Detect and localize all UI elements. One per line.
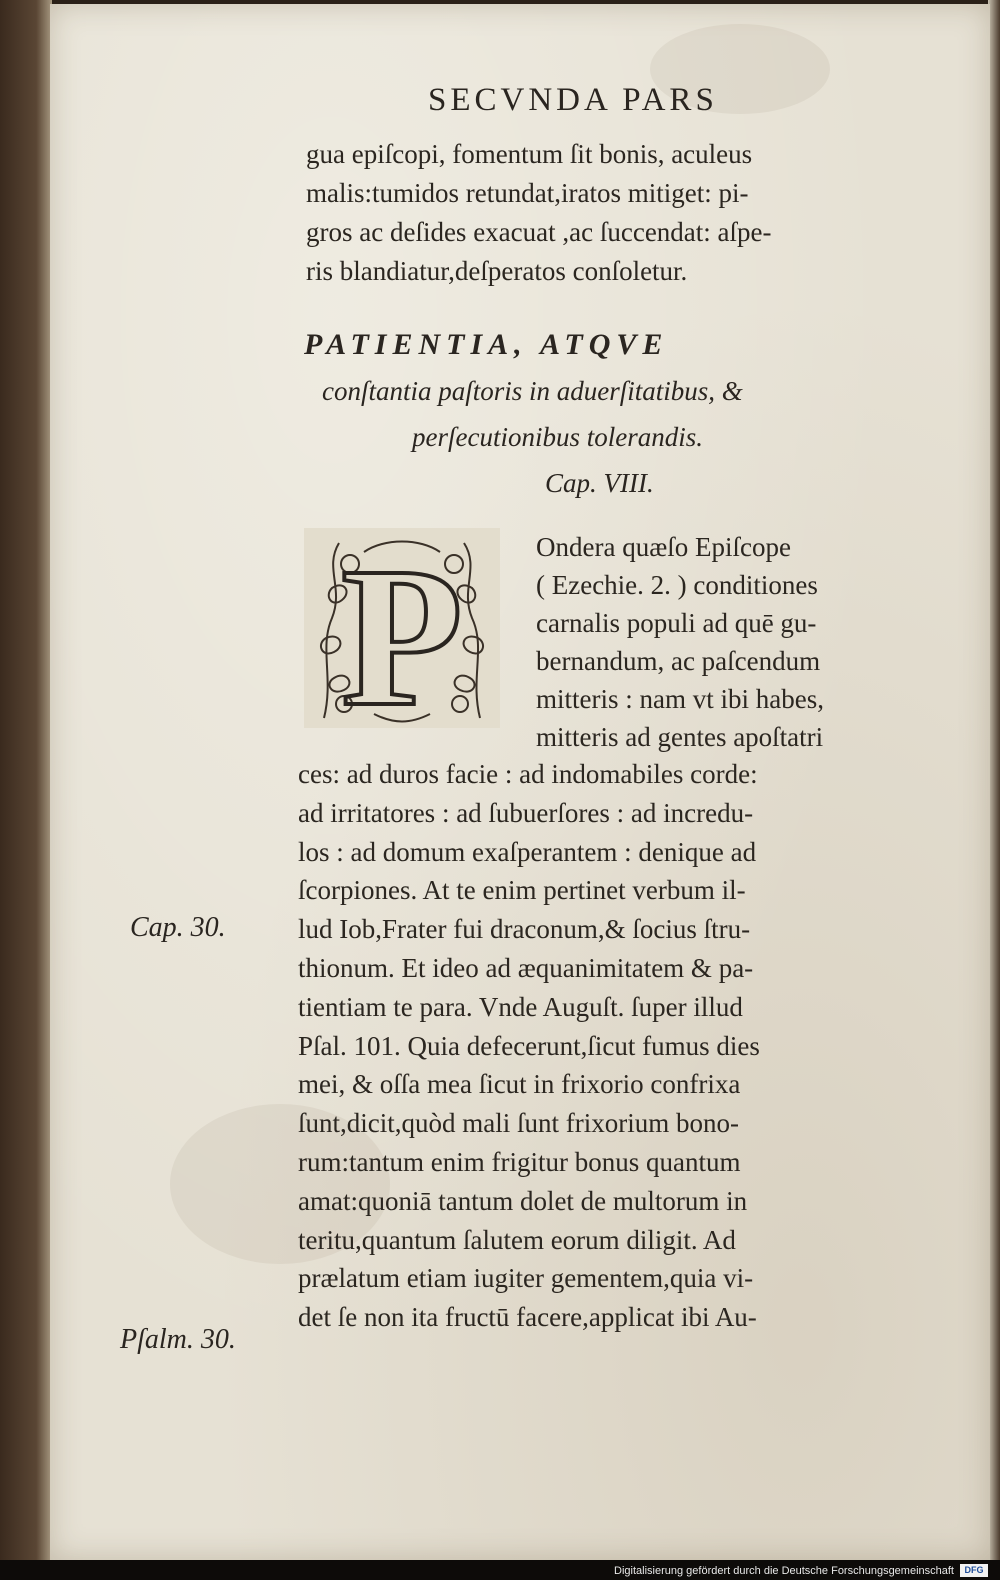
text-line: gua epiſcopi, fomentum ſit bonis, aculeus: [306, 139, 753, 169]
text-line: rum:tantum enim frigitur bonus quantum: [298, 1146, 741, 1177]
text-line: gros ac deſides exacuat ,ac ſuccendat: aſpe-: [306, 217, 772, 247]
text-line: mitteris ad gentes apoſtatri: [536, 722, 824, 752]
marginal-note: Pſalm. 30.: [120, 1324, 236, 1355]
text-line: mitteris : nam vt ibi habes,: [536, 684, 824, 714]
chapter-label: Cap. VIII.: [545, 468, 654, 498]
main-paragraph: [298, 755, 760, 1337]
text-line: ſunt,dicit,quòd mali ſunt frixorium bono-: [298, 1108, 739, 1139]
text-line: Pſal. 101. Quia defecerunt,ſicut fumus dies: [298, 1030, 760, 1061]
ornamental-initial: [304, 528, 500, 728]
text-line: teritu,quantum ſalutem eorum diligit. Ad: [298, 1224, 736, 1255]
chapter-heading-line1: PATIENTIA, ATQVE: [304, 328, 669, 361]
text-line: ad irritatores : ad ſubuerſores : ad incredu-: [298, 797, 754, 828]
narrow-paragraph: [536, 528, 824, 756]
initial-letter: P: [340, 528, 464, 728]
text-line: bernandum, ac paſcendum: [536, 646, 821, 676]
text-line: tientiam te para. Vnde Auguſt. ſuper illud: [298, 991, 743, 1022]
text-line: ſcorpiones. At te enim pertinet verbum il-: [298, 875, 746, 906]
text-line: Ondera quæſo Epiſcope: [536, 532, 791, 562]
funding-credit: Digitalisierung gefördert durch die Deutsche Forschungsgemeinschaft: [614, 1565, 954, 1577]
text-line: lud Iob,Frater fui draconum,& ſocius ſtru-: [298, 914, 751, 945]
marginal-note: Cap. 30.: [130, 912, 226, 943]
text-line: ces: ad duros facie : ad indomabiles corde:: [298, 759, 758, 789]
chapter-heading-line3: perſecutionibus tolerandis.: [412, 422, 703, 452]
text-line: amat:quoniā tantum dolet de multorum in: [298, 1185, 748, 1216]
dfg-logo: DFG: [960, 1564, 988, 1577]
text-line: carnalis populi ad quē gu-: [536, 608, 817, 638]
text-line: mei, & oſſa mea ſicut in frixorio confrixa: [298, 1069, 741, 1100]
text-line: prælatum etiam iugiter gementem,quia vi-: [298, 1263, 754, 1294]
intro-paragraph: [306, 135, 772, 291]
chapter-heading-line2: conſtantia paſtoris in aduerſitatibus, &: [322, 376, 743, 406]
running-head: SECVNDA PARS: [428, 82, 718, 118]
text-line: los : ad domum exaſperantem : denique ad: [298, 836, 757, 867]
text-line: det ſe non ita fructū facere,applicat ibi Au-: [298, 1302, 757, 1333]
text-line: malis:tumidos retundat,iratos mitiget: pi-: [306, 178, 749, 208]
book-binding: [0, 0, 52, 1580]
text-line: thionum. Et ideo ad æquanimitatem & pa-: [298, 952, 754, 983]
text-line: ( Ezechie. 2. ) conditiones: [536, 570, 818, 600]
text-line: ris blandiatur,deſperatos conſoletur.: [306, 256, 688, 286]
